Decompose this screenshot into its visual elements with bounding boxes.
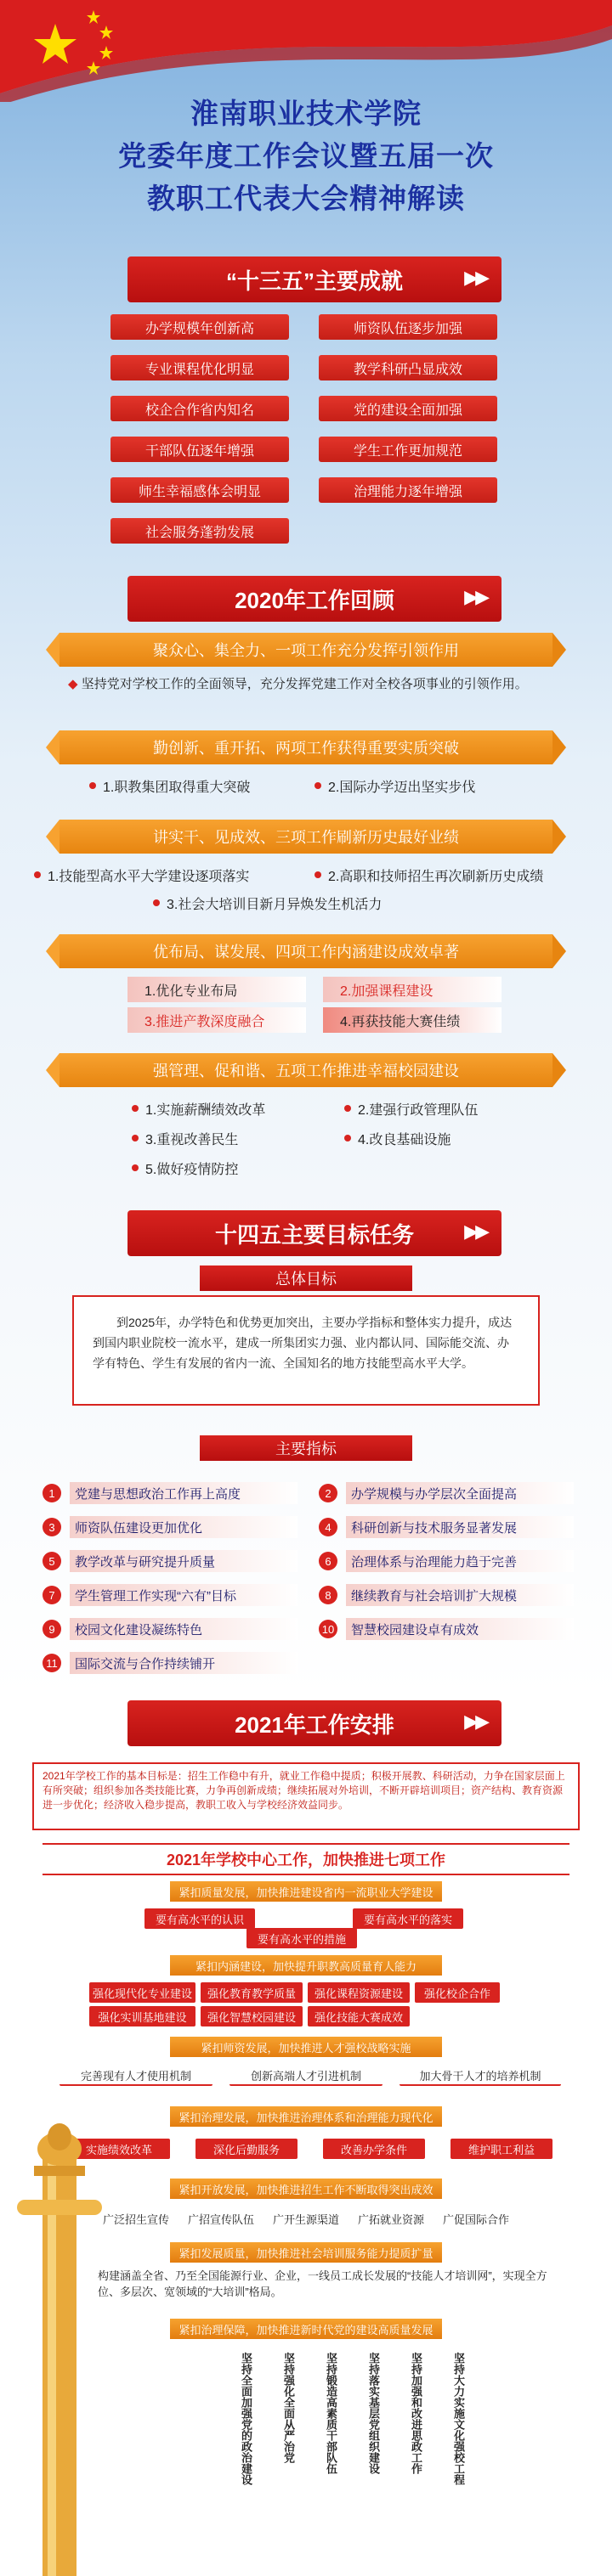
review-item: 2.高职和技师招生再次刷新历史成绩 xyxy=(306,864,604,886)
goal-text: 到2025年，办学特色和优势更加突出，主要办学指标和整体实力提升，成达到国内职业院校一流水平，建成一所集团实力强、业内都认同、国际能交流、办学有特色、学生有发展的省内一流、全国知名的地方技能型高水平大学。 xyxy=(93,1316,513,1370)
double-arrow-icon: ▶▶ xyxy=(464,586,486,607)
work-bar-4: 紧扣治理发展，加快推进治理体系和治理能力现代化 xyxy=(170,2106,442,2127)
work-tag: 要有高水平的认识 xyxy=(144,1908,255,1929)
kpi-item: 4 科研创新与技术服务显著发展 xyxy=(319,1516,574,1538)
party-column: 坚持强化全面从严治党 xyxy=(282,2353,295,2463)
achievement-tag: 师资队伍逐步加强 xyxy=(319,314,497,340)
flag-banner xyxy=(0,0,612,102)
review-band-2: 勤创新、重开拓、两项工作获得重要实质突破 xyxy=(60,730,552,764)
achievement-tag: 学生工作更加规范 xyxy=(319,437,497,462)
work-tag: 广开生源渠道 xyxy=(272,2212,339,2226)
work-tag: 强化实训基地建设 xyxy=(89,2006,196,2026)
review-item: 3.重视改善民生 xyxy=(123,1127,319,1149)
work-tag: 改善办学条件 xyxy=(323,2139,425,2159)
party-column: 坚持大力实施文化强校工程 xyxy=(452,2353,465,2485)
achievement-tag: 治理能力逐年增强 xyxy=(319,477,497,503)
title-line-3: 教职工代表大会精神解读 xyxy=(147,183,465,214)
achievement-tag: 校企合作省内知名 xyxy=(110,396,289,421)
achievement-tag: 干部队伍逐年增强 xyxy=(110,437,289,462)
review-item: 1.实施薪酬绩效改革 xyxy=(123,1097,319,1119)
title-line-1: 淮南职业技术学院 xyxy=(190,98,422,129)
work-tag: 创新高端人才引进机制 xyxy=(230,2066,382,2086)
party-column: 坚持落实基层党组织建设 xyxy=(367,2353,380,2474)
work-tag: 完善现有人才使用机制 xyxy=(60,2066,212,2086)
achievement-tag: 党的建设全面加强 xyxy=(319,396,497,421)
work-tag: 强化课程资源建设 xyxy=(308,1982,410,2003)
work-bar-1: 紧扣质量发展，加快推进建设省内一流职业大学建设 xyxy=(170,1881,442,1902)
achievement-tag: 师生幸福感体会明显 xyxy=(110,477,289,503)
review-text-1-body: 坚持党对学校工作的全面领导，充分发挥党建工作对全校各项事业的引领作用。 xyxy=(81,677,528,691)
review-band-3: 讲实干、见成效、三项工作刷新历史最好业绩 xyxy=(60,820,552,854)
work-tag: 广泛招生宣传 xyxy=(102,2212,169,2226)
plan-intro-text: 2021年学校工作的基本目标是：招生工作稳中有升，就业工作稳中提质；积极开展教、科研活动，力争在国家层面上有所突破；组织参加各类技能比赛，力争再创新成绩；继续拓展对外培训，不断开辟培训项目；资产结构、教育资源进一步优化；经济收入稳步提高，教职工收入与学校经济效益同步。 xyxy=(42,1770,565,1811)
work-tag: 强化智慧校园建设 xyxy=(201,2006,303,2026)
kpi-item: 7 学生管理工作实现“六有”目标 xyxy=(42,1584,298,1606)
review-item: 2.建强行政管理队伍 xyxy=(336,1097,531,1119)
section-title: 2020年工作回顾 xyxy=(235,587,394,613)
review-item: 4.再获技能大赛佳绩 xyxy=(340,1014,461,1029)
achievement-tag: 教学科研凸显成效 xyxy=(319,355,497,380)
double-arrow-icon: ▶▶ xyxy=(464,1711,486,1732)
kpi-item: 6 治理体系与治理能力趋于完善 xyxy=(319,1550,574,1572)
work-tag: 广促国际合作 xyxy=(442,2212,509,2226)
review-item: 1.职教集团取得重大突破 xyxy=(81,775,285,797)
review-item: 3.推进产教深度融合 xyxy=(144,1014,265,1029)
plan-intro-box xyxy=(32,1762,580,1830)
section-title: “十三五”主要成就 xyxy=(225,268,403,294)
review-item: 2.国际办学迈出坚实步伐 xyxy=(306,775,518,797)
work-tag: 深化后勤服务 xyxy=(196,2139,298,2159)
review-item: 3.社会大培训目新月异焕发生机活力 xyxy=(144,892,468,914)
kpi-item: 3 师资队伍建设更加优化 xyxy=(42,1516,298,1538)
work-tag: 维护职工利益 xyxy=(450,2139,552,2159)
achievement-tag: 办学规模年创新高 xyxy=(110,314,289,340)
section-head-2020-review xyxy=(128,576,502,622)
section-title: 2021年工作安排 xyxy=(235,1711,394,1738)
work-tag: 强化现代化专业建设 xyxy=(89,1982,196,2003)
goal-subhead: 总体目标 xyxy=(200,1265,412,1291)
achievement-tag: 专业课程优化明显 xyxy=(110,355,289,380)
section-head-14th-goals xyxy=(128,1210,502,1256)
kpi-item: 9 校园文化建设凝练特色 xyxy=(42,1618,298,1640)
party-column: 坚持全面加强党的政治建设 xyxy=(240,2353,252,2485)
work-bar-7: 紧扣治理保障，加快推进新时代党的建设高质量发展 xyxy=(170,2319,442,2339)
work-tag: 强化校企合作 xyxy=(415,1982,500,2003)
kpi-item: 10 智慧校园建设卓有成效 xyxy=(319,1618,574,1640)
work-tag: 广招宣传队伍 xyxy=(187,2212,254,2226)
work-bar-6: 紧扣发展质量，加快推进社会培训服务能力提质扩量 xyxy=(170,2242,442,2263)
work-tag: 强化教育教学质量 xyxy=(201,1982,303,2003)
double-arrow-icon: ▶▶ xyxy=(464,1220,486,1242)
review-item: 4.改良基础设施 xyxy=(336,1127,531,1149)
kpi-item: 2 办学规模与办学层次全面提高 xyxy=(319,1482,574,1504)
review-item: 5.做好疫情防控 xyxy=(123,1157,319,1179)
title-line-2: 党委年度工作会议暨五届一次 xyxy=(118,140,494,172)
review-item: 2.加强课程建设 xyxy=(340,984,434,999)
kpi-item: 5 教学改革与研究提升质量 xyxy=(42,1550,298,1572)
goal-box xyxy=(72,1295,540,1406)
work-tag: 广拓就业资源 xyxy=(357,2212,424,2226)
review-band-1: 聚众心、集全力、一项工作充分发挥引领作用 xyxy=(60,633,552,667)
review-item: 1.优化专业布局 xyxy=(144,984,238,999)
work-text-6: 构建涵盖全省、乃至全国能源行业、企业，一线员工成长发展的“技能人才培训网”，实现全方位、多层次、宽领域的“大培训”格局。 xyxy=(98,2269,547,2298)
kpi-item: 11 国际交流与合作持续铺开 xyxy=(42,1652,298,1674)
party-column: 坚持加强和改进思政工作 xyxy=(410,2353,422,2474)
work-tag: 加大骨干人才的培养机制 xyxy=(400,2066,561,2086)
work-bar-2: 紧扣内涵建设，加快提升职教高质量育人能力 xyxy=(170,1955,442,1976)
work-tag: 强化技能大赛成效 xyxy=(308,2006,410,2026)
review-item: 1.技能型高水平大学建设逐项落实 xyxy=(26,864,298,886)
kpi-item: 1 党建与思想政治工作再上高度 xyxy=(42,1482,298,1504)
review-text-1: ◆ 坚持党对学校工作的全面领导，充分发挥党建工作对全校各项事业的引领作用。 xyxy=(68,677,528,691)
section-head-2021-plan xyxy=(128,1700,502,1746)
huabiao-pillar-icon xyxy=(8,2106,110,2576)
section-head-13th-achievements xyxy=(128,256,502,302)
kpi-item: 8 继续教育与社会培训扩大规模 xyxy=(319,1584,574,1606)
achievement-tag: 社会服务蓬勃发展 xyxy=(110,518,289,544)
section-title: 十四五主要目标任务 xyxy=(214,1221,414,1248)
center-work-head: 2021年学校中心工作，加快推进七项工作 xyxy=(42,1843,570,1875)
work-bar-3: 紧扣师资发展，加快推进人才强校战略实施 xyxy=(170,2037,442,2057)
work-tag: 要有高水平的措施 xyxy=(246,1928,357,1948)
work-bar-5: 紧扣开放发展，加快推进招生工作不断取得突出成效 xyxy=(170,2179,442,2199)
review-band-5: 强管理、促和谐、五项工作推进幸福校园建设 xyxy=(60,1053,552,1087)
party-column: 坚持锻造高素质干部队伍 xyxy=(325,2353,337,2474)
review-band-4: 优布局、谋发展、四项工作内涵建设成效卓著 xyxy=(60,934,552,968)
work-tag: 实施绩效改革 xyxy=(68,2139,170,2159)
work-tag: 要有高水平的落实 xyxy=(353,1908,463,1929)
double-arrow-icon: ▶▶ xyxy=(464,267,486,288)
kpi-subhead: 主要指标 xyxy=(200,1435,412,1461)
